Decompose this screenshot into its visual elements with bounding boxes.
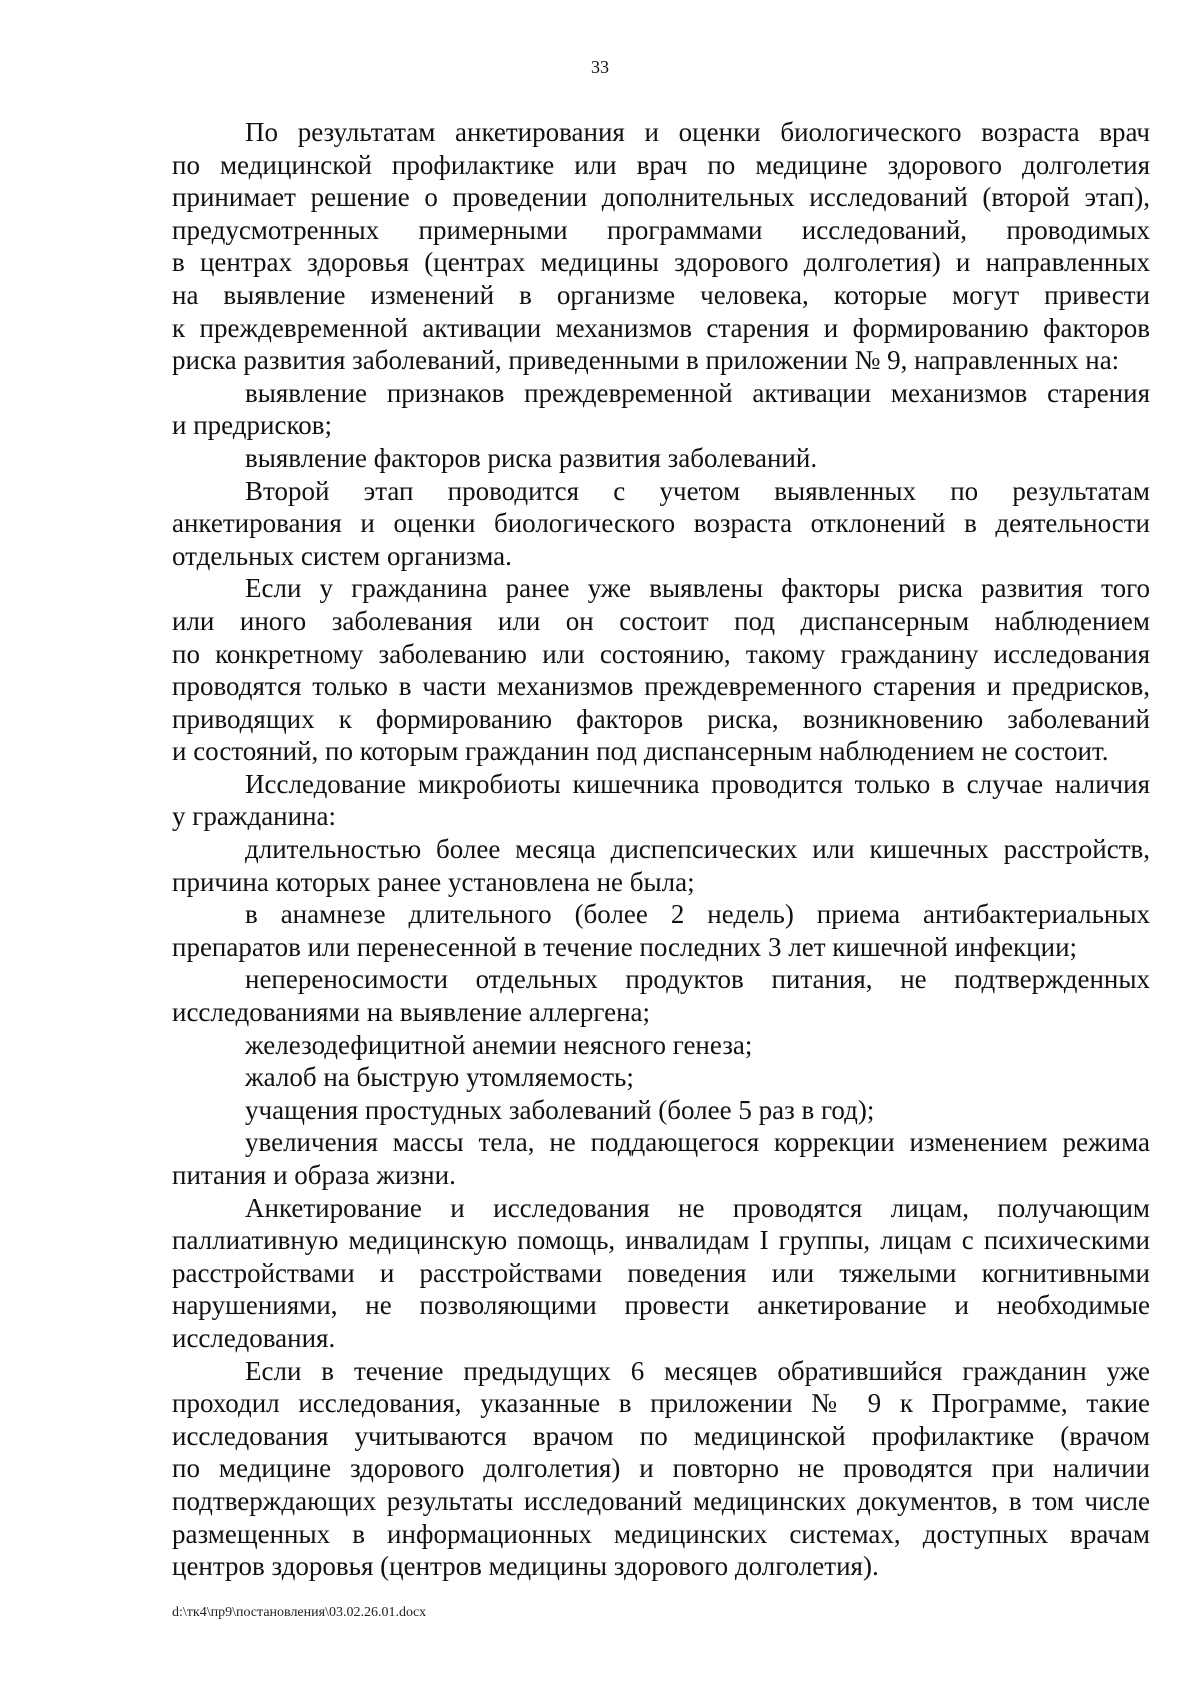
text-line: в центрах здоровья (центрах медицины здорового долголетия) и направленных — [172, 247, 1150, 278]
footer-file-path: d:\тк4\пр9\постановления\03.02.26.01.docx — [172, 1605, 427, 1620]
text-line: нарушениями, не позволяющими провести анкетирование и необходимые — [172, 1290, 1150, 1321]
text-line: жалоб на быструю утомляемость; — [245, 1062, 634, 1093]
text-line: отдельных систем организма. — [172, 540, 512, 571]
text-line: препаратов или перенесенной в течение последних 3 лет кишечной инфекции; — [172, 931, 1078, 962]
text-line: и состояний, по которым гражданин под диспансерным наблюдением не состоит. — [172, 736, 1109, 767]
text-line: учащения простудных заболеваний (более 5 раз в год); — [245, 1094, 875, 1125]
text-line: паллиативную медицинскую помощь, инвалидам I группы, лицам с психическими — [172, 1225, 1150, 1256]
text-line: анкетирования и оценки биологического возраста отклонений в деятельности — [172, 508, 1150, 539]
text-line: Анкетирование и исследования не проводятся лицам, получающим — [245, 1192, 1150, 1223]
text-line: расстройствами и расстройствами поведения или тяжелыми когнитивными — [172, 1257, 1150, 1288]
text-line: выявление факторов риска развития заболеваний. — [245, 442, 818, 473]
text-line: предусмотренных примерными программами исследований, проводимых — [172, 214, 1150, 245]
text-line: выявление признаков преждевременной активации механизмов старения — [245, 377, 1150, 408]
text-line: по конкретному заболеванию или состоянию, такому гражданину исследования — [172, 638, 1150, 669]
text-line: Второй этап проводится с учетом выявленных по результатам — [245, 475, 1150, 506]
text-line: увеличения массы тела, не поддающегося коррекции изменением режима — [245, 1127, 1150, 1158]
text-line: размещенных в информационных медицинских системах, доступных врачам — [172, 1518, 1150, 1549]
text-line: исследованиями на выявление аллергена; — [172, 997, 650, 1028]
text-line: исследования. — [172, 1322, 336, 1353]
page-number: 33 — [591, 57, 609, 77]
text-line: По результатам анкетирования и оценки биологического возраста врач — [245, 117, 1150, 147]
text-line: на выявление изменений в организме человека, которые могут привести — [172, 279, 1150, 310]
text-line: приводящих к формированию факторов риска, возникновению заболеваний — [172, 703, 1150, 734]
text-line: Исследование микробиоты кишечника проводится только в случае наличия — [245, 768, 1150, 799]
text-line: и предрисков; — [172, 410, 332, 441]
text-line: риска развития заболеваний, приведенными в приложении № 9, направленных на: — [172, 345, 1120, 376]
text-line: проходил исследования, указанные в приложении № 9 к Программе, такие — [172, 1388, 1150, 1419]
text-line: Если у гражданина ранее уже выявлены факторы риска развития того — [245, 573, 1150, 604]
text-line: в анамнезе длительного (более 2 недель) приема антибактериальных — [245, 899, 1150, 930]
text-line: Если в течение предыдущих 6 месяцев обратившийся гражданин уже — [245, 1355, 1150, 1386]
text-line: по медицине здорового долголетия) и повторно не проводятся при наличии — [172, 1453, 1150, 1484]
text-line: у гражданина: — [172, 801, 337, 832]
text-line: центров здоровья (центров медицины здорового долголетия). — [172, 1551, 879, 1582]
text-line: или иного заболевания или он состоит под диспансерным наблюдением — [172, 605, 1150, 636]
text-line: непереносимости отдельных продуктов питания, не подтвержденных — [245, 964, 1150, 995]
text-line: питания и образа жизни. — [172, 1160, 456, 1190]
text-line: принимает решение о проведении дополнительных исследований (второй этап), — [172, 182, 1150, 213]
text-line: подтверждающих результаты исследований медицинских документов, в том числе — [172, 1485, 1150, 1516]
text-line: длительностью более месяца диспепсических или кишечных расстройств, — [245, 834, 1150, 865]
text-line: проводятся только в части механизмов преждевременного старения и предрисков, — [172, 671, 1150, 702]
text-line: железодефицитной анемии неясного генеза; — [245, 1029, 753, 1060]
text-line: причина которых ранее установлена не была; — [172, 866, 695, 897]
text-line: к преждевременной активации механизмов старения и формированию факторов — [172, 312, 1150, 343]
document-body — [172, 116, 1150, 1583]
text-line: по медицинской профилактике или врач по медицине здорового долголетия — [172, 149, 1150, 180]
text-line: исследования учитываются врачом по медицинской профилактике (врачом — [172, 1420, 1150, 1451]
